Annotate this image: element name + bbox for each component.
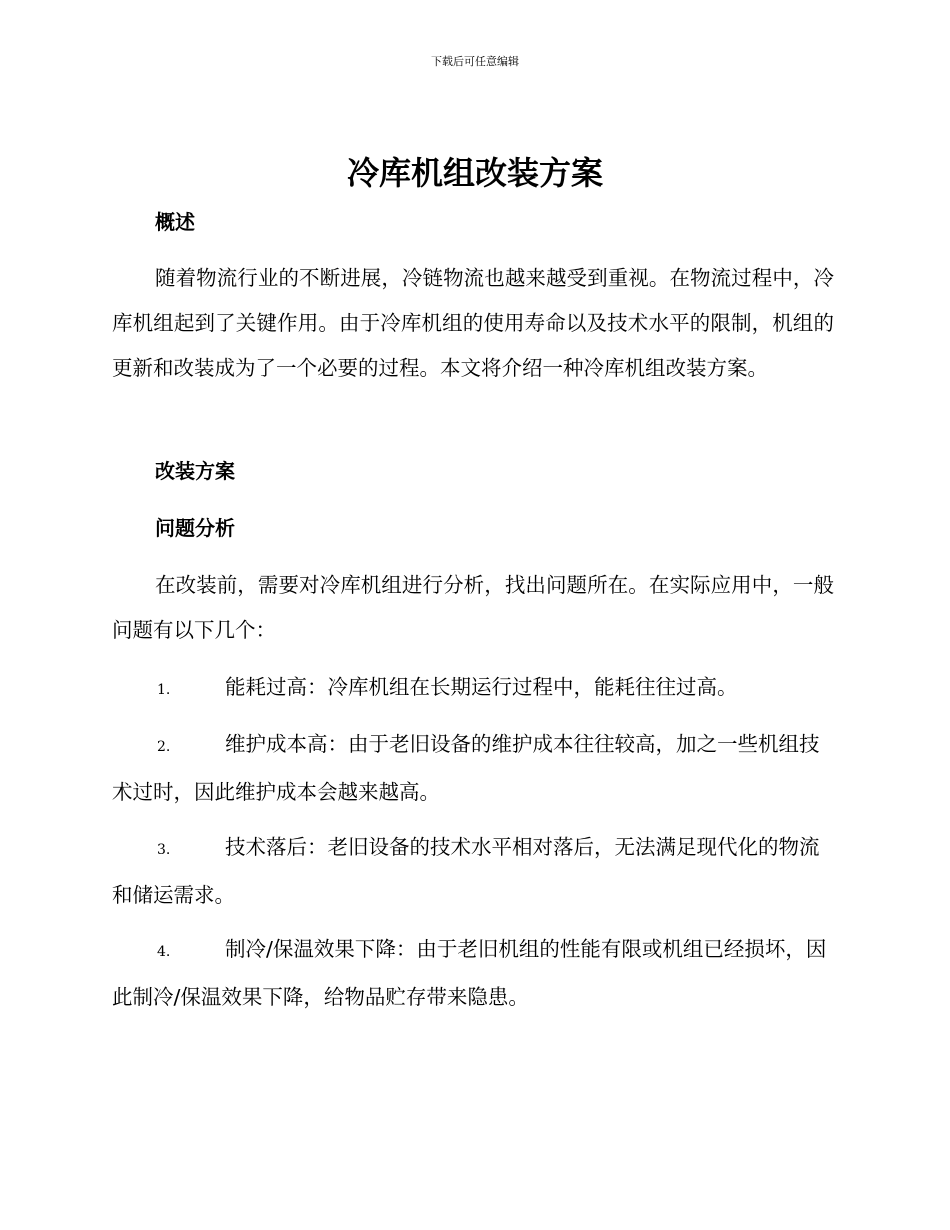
overview-heading: 概述 bbox=[155, 210, 195, 234]
list-item bbox=[112, 825, 834, 918]
list-item bbox=[112, 927, 834, 1020]
list-item-number: 3. bbox=[157, 842, 171, 858]
list-item-text: 技术落后：老旧设备的技术水平相对落后，无法满足现代化的物流和储运需求。 bbox=[112, 835, 820, 907]
analysis-heading: 问题分析 bbox=[155, 516, 235, 540]
document-title: 冷库机组改装方案 bbox=[346, 154, 603, 192]
list-item-number: 2. bbox=[157, 739, 171, 755]
overview-paragraph: 随着物流行业的不断进展，冷链物流也越来越受到重视。在物流过程中，冷库机组起到了关键作用。由于冷库机组的使用寿命以及技术水平的限制，机组的更新和改装成为了一个必要的过程。本文将介绍一种冷库机组改装方案。 bbox=[112, 266, 834, 380]
list-item-text: 制冷/保温效果下降：由于老旧机组的性能有限或机组已经损坏，因此制冷/保温效果下降，给物品贮存带来隐患。 bbox=[112, 937, 827, 1009]
list-item-text: 维护成本高：由于老旧设备的维护成本往往较高，加之一些机组技术过时，因此维护成本会越来越高。 bbox=[112, 732, 820, 804]
list-item bbox=[112, 722, 834, 815]
list-item-number: 4. bbox=[157, 944, 171, 960]
analysis-paragraph: 在改装前，需要对冷库机组进行分析，找出问题所在。在实际应用中，一般问题有以下几个： bbox=[112, 573, 834, 642]
plan-heading: 改装方案 bbox=[155, 459, 235, 483]
page-header-note: 下载后可任意编辑 bbox=[431, 55, 519, 68]
list-item bbox=[112, 665, 834, 713]
list-item-number: 1. bbox=[157, 682, 171, 698]
list-item-text: 能耗过高：冷库机组在长期运行过程中，能耗往往过高。 bbox=[225, 675, 738, 699]
